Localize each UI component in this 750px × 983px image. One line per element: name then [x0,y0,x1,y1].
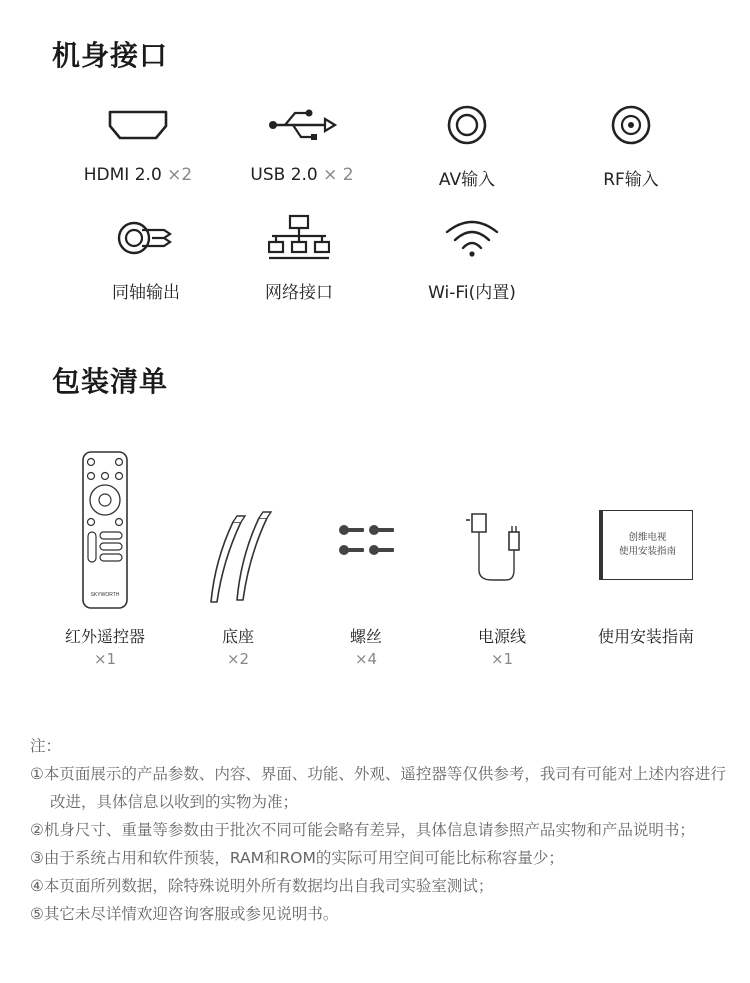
port-label: 网络接口 [265,283,333,303]
package-item-screws [296,440,436,668]
usb-icon [227,95,377,155]
port-wifi [397,208,547,303]
remote-brand-logo: SKYWORTH [90,592,120,598]
package-item-power-cord [432,440,572,668]
wifi-icon [397,208,547,268]
port-label: RF输入 [603,170,659,190]
ports-section-title: 机身接口 [52,39,169,72]
note-item: ②机身尺寸、重量等参数由于批次不同可能会略有差异，具体信息请参照产品实物和产品说明书； [30,821,695,839]
package-item-name: 红外遥控器 [64,627,145,646]
port-coaxial [71,208,221,303]
port-av [392,95,542,190]
package-item-remote [35,440,175,668]
package-item-qty: ×1 [490,650,514,668]
package-section-title: 包装清单 [52,365,169,398]
package-item-name: 使用安装指南 [597,627,694,646]
package-item-name: 电源线 [477,627,526,646]
port-label: AV输入 [438,170,496,190]
rf-input-icon [556,95,706,155]
coaxial-output-icon [71,208,221,268]
note-item: ③由于系统占用和软件预装，RAM和ROM的实际可用空间可能比标称容量少； [30,849,564,867]
screws-icon [296,440,436,610]
remote-control-icon [35,440,175,610]
package-item-name: 底座 [221,627,254,646]
manual-icon [576,440,716,610]
port-count: × 2 [323,165,354,185]
package-item-qty: ×1 [93,650,117,668]
network-icon [224,208,374,268]
note-item: ⑤其它未尽详情欢迎咨询客服或参见说明书。 [30,905,339,923]
note-item: ④本页面所列数据，除特殊说明外所有数据均出自我司实验室测试； [30,877,494,895]
port-usb [227,95,377,185]
port-label: USB 2.0 [250,165,318,185]
port-label: HDMI 2.0 [83,165,162,185]
av-input-icon [392,95,542,155]
package-item-qty: ×4 [354,650,378,668]
port-label: 同轴输出 [112,283,180,303]
manual-cover-title: 创维电视 [628,532,667,543]
port-label: Wi-Fi(内置) [428,283,516,303]
note-item: ①本页面展示的产品参数、内容、界面、功能、外观、遥控器等仅供参考，我司有可能对上述内容进行改进，具体信息以收到的实物为准； [30,765,726,811]
manual-cover-subtitle: 使用安装指南 [618,546,676,557]
port-count: ×2 [167,165,193,185]
stand-icon [168,440,308,610]
port-hdmi [63,95,213,185]
power-cord-icon [432,440,572,610]
hdmi-icon [63,95,213,155]
package-item-manual [576,440,716,647]
package-item-name: 螺丝 [349,627,382,646]
port-rf [556,95,706,190]
package-item-qty: ×2 [226,650,250,668]
notes-block [30,732,730,928]
package-item-stand [168,440,308,668]
notes-heading: 注： [30,737,62,755]
port-network [224,208,374,303]
